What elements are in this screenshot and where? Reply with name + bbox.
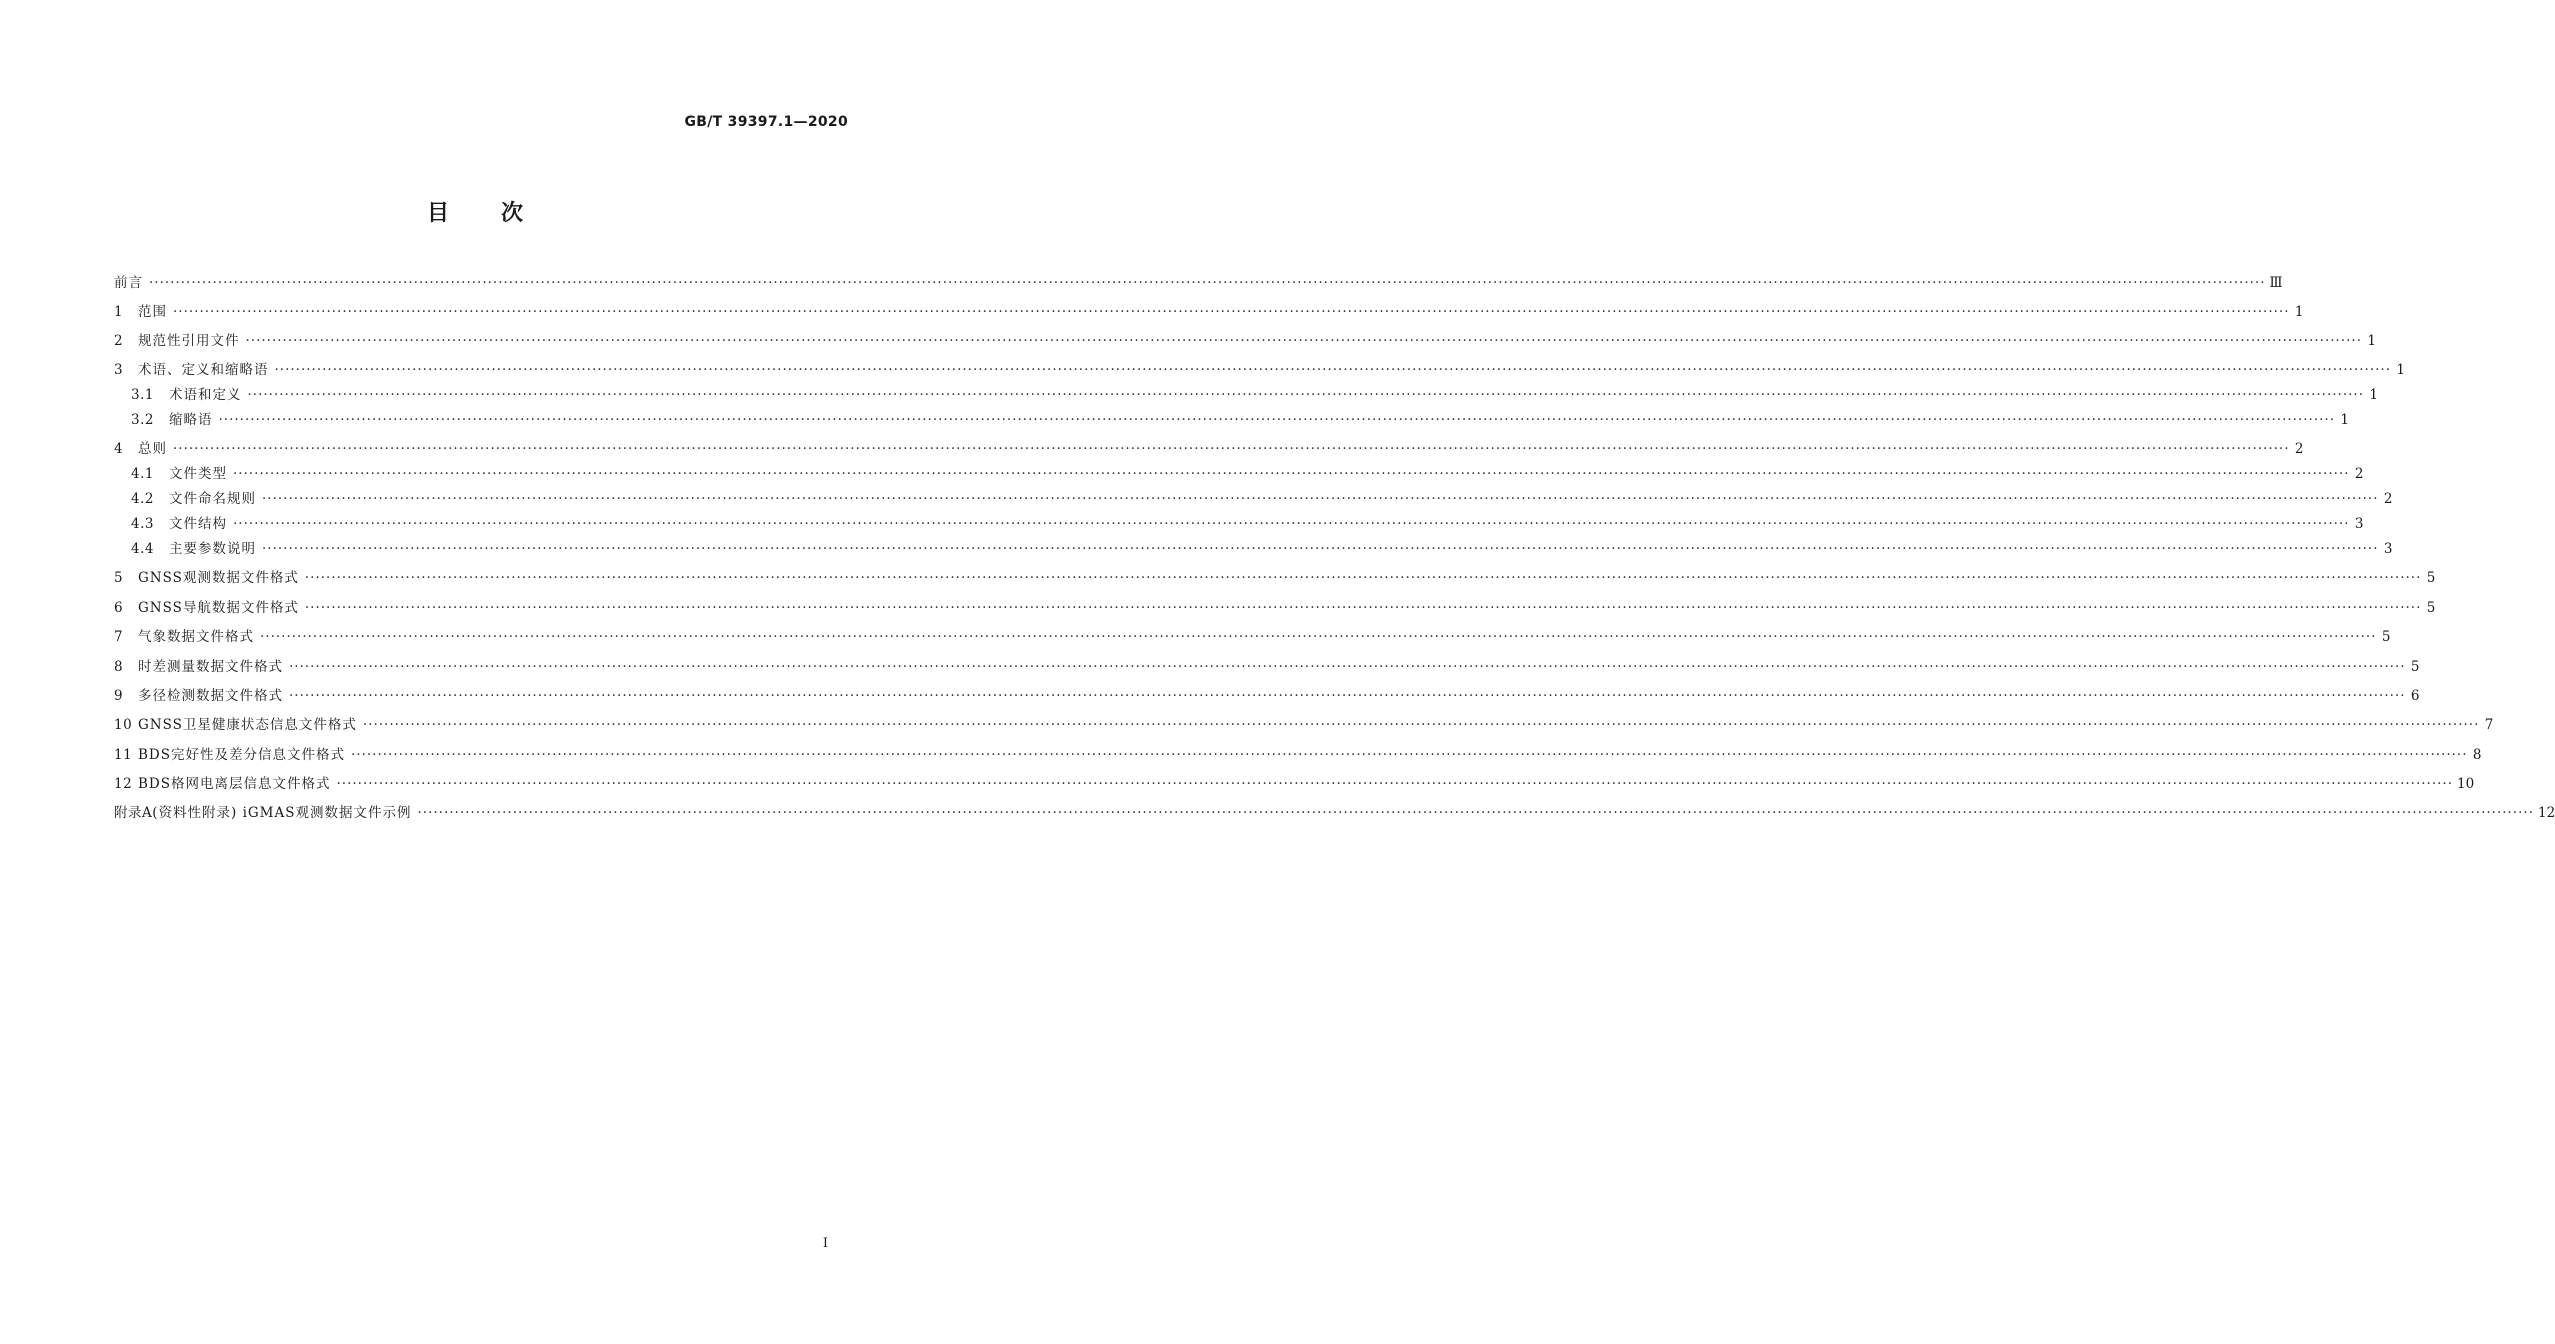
toc-entry[interactable] — [114, 487, 2393, 511]
toc-entry-text: 主要参数说明 — [169, 541, 256, 557]
toc-entry-label — [114, 772, 337, 796]
toc-entry-label — [114, 566, 305, 590]
toc-leader-dots: ················································································································································································································································································································································································································ — [336, 776, 2454, 792]
toc-entry[interactable] — [114, 358, 2406, 382]
toc-entry-number: 4 — [114, 441, 124, 457]
toc-leader-dots: ················································································································································································································································································································································································································ — [233, 466, 2350, 482]
toc-entry[interactable] — [114, 462, 2364, 486]
toc-entry[interactable] — [114, 566, 2436, 590]
toc-page-number: 1 — [2294, 304, 2304, 320]
toc-page-number: 2 — [2354, 466, 2364, 482]
toc-entry[interactable] — [114, 537, 2393, 561]
toc-entry-label — [114, 684, 289, 708]
toc-page-number: 1 — [2369, 387, 2379, 403]
toc-entry-number: 5 — [114, 570, 124, 586]
toc-entry-label — [114, 462, 233, 486]
toc-leader-dots: ················································································································································································································································································································································································································ — [289, 659, 2406, 675]
toc-entry-label — [114, 329, 246, 353]
toc-entry[interactable] — [114, 300, 2304, 324]
toc-page-number: 5 — [2426, 570, 2436, 586]
toc-entry-text: 前言 — [114, 275, 143, 291]
toc-entry-number: 11 — [114, 747, 133, 763]
toc-leader-dots: ················································································································································································································································································································································································································ — [260, 629, 2377, 645]
toc-leader-dots: ················································································································································································································································································································································································································ — [351, 747, 2468, 763]
toc-entry-number: 4.4 — [131, 541, 154, 557]
toc-entry-label — [114, 743, 351, 767]
toc-entry[interactable] — [114, 271, 2283, 295]
toc-entry-number: 3 — [114, 362, 124, 378]
toc-entry-number: 附录A — [114, 805, 153, 821]
toc-entry-text: 规范性引用文件 — [138, 333, 240, 349]
toc-entry-text: 多径检测数据文件格式 — [138, 688, 283, 704]
toc-page-number: 2 — [2294, 441, 2304, 457]
toc-page-number: 5 — [2381, 629, 2391, 645]
toc-entry-text: 总则 — [138, 441, 167, 457]
toc-page-number: 1 — [2396, 362, 2406, 378]
page-number: I — [822, 1236, 828, 1251]
toc-leader-dots: ················································································································································································································································································································································································································ — [362, 717, 2480, 733]
toc-page-number: 10 — [2457, 776, 2475, 792]
toc-entry[interactable] — [114, 596, 2436, 620]
toc-entry-text: 时差测量数据文件格式 — [138, 659, 283, 675]
toc-entry[interactable] — [114, 437, 2304, 461]
toc-page-number: Ⅲ — [2269, 275, 2283, 291]
toc-entry-text: 文件结构 — [169, 516, 227, 532]
toc-entry-label — [114, 625, 260, 649]
toc-entry[interactable] — [114, 713, 2494, 737]
toc-entry-text: 文件类型 — [169, 466, 227, 482]
toc-page-number: 5 — [2410, 659, 2420, 675]
toc-entry-label — [114, 537, 262, 561]
toc-entry-number: 7 — [114, 629, 124, 645]
toc-entry-text: GNSS导航数据文件格式 — [138, 600, 299, 616]
toc-leader-dots: ················································································································································································································································································································································································································ — [245, 333, 2363, 349]
toc-page-number: 12 — [2538, 805, 2555, 821]
toc-leader-dots: ················································································································································································································································································································································································································ — [274, 362, 2392, 378]
toc-entry-number: 3.1 — [131, 387, 154, 403]
toc-leader-dots: ················································································································································································································································································································································································································ — [262, 491, 2379, 507]
toc-entry[interactable] — [114, 383, 2379, 407]
toc-entry-number: 8 — [114, 659, 124, 675]
toc-entry-label — [114, 300, 173, 324]
toc-page-number: 3 — [2383, 541, 2393, 557]
toc-page-number: 5 — [2426, 600, 2436, 616]
toc-entry-label — [114, 512, 233, 536]
toc-entry-label — [114, 596, 305, 620]
toc-entry[interactable] — [114, 512, 2364, 536]
toc-leader-dots: ················································································································································································································································································································································································································ — [173, 304, 2290, 320]
toc-page-number: 6 — [2410, 688, 2420, 704]
toc-entry-label — [114, 801, 418, 825]
toc-entry-label — [114, 655, 289, 679]
toc-entry[interactable] — [114, 684, 2420, 708]
toc-entry-text: 术语、定义和缩略语 — [138, 362, 269, 378]
toc-leader-dots: ················································································································································································································································································································································································································ — [218, 412, 2336, 428]
toc-entry-number: 4.3 — [131, 516, 154, 532]
toc-entry-text: 术语和定义 — [169, 387, 242, 403]
toc-entry[interactable] — [114, 801, 2555, 825]
toc-leader-dots: ················································································································································································································································································································································································································ — [233, 516, 2350, 532]
toc-leader-dots: ················································································································································································································································································································································································································ — [173, 441, 2290, 457]
toc-entry-label — [114, 713, 363, 737]
toc-entry-text: 气象数据文件格式 — [138, 629, 254, 645]
toc-page-number: 3 — [2354, 516, 2364, 532]
toc-page-number: 8 — [2472, 747, 2482, 763]
toc-entry-number: 2 — [114, 333, 124, 349]
toc-entry-number: 9 — [114, 688, 124, 704]
toc-entry-text: BDS格网电离层信息文件格式 — [138, 776, 331, 792]
toc-entry[interactable] — [114, 772, 2475, 796]
toc-leader-dots: ················································································································································································································································································································································································································ — [289, 688, 2406, 704]
toc-entry-number: 4.2 — [131, 491, 154, 507]
toc-leader-dots: ················································································································································································································································································································································································································ — [304, 600, 2422, 616]
toc-entry-label — [114, 437, 173, 461]
toc-leader-dots: ················································································································································································································································································································································································································ — [262, 541, 2379, 557]
toc-entry-text: (资料性附录) iGMAS观测数据文件示例 — [152, 805, 412, 821]
toc-entry-label — [114, 358, 275, 382]
toc-entry-label — [114, 383, 248, 407]
toc-entry-number: 12 — [114, 776, 133, 792]
toc-entry-number: 3.2 — [131, 412, 154, 428]
toc-entry-text: 文件命名规则 — [169, 491, 256, 507]
toc-entry-label — [114, 487, 262, 511]
toc-entry-number: 1 — [114, 304, 124, 320]
toc-page-number: 7 — [2484, 717, 2494, 733]
toc-leader-dots: ················································································································································································································································································································································································································ — [304, 570, 2422, 586]
toc-entry-label — [114, 271, 149, 295]
toc-page-number: 2 — [2383, 491, 2393, 507]
toc-page-number: 1 — [2340, 412, 2350, 428]
toc-entry[interactable] — [114, 625, 2391, 649]
toc-entry-text: 缩略语 — [169, 412, 213, 428]
toc-entry-number: 4.1 — [131, 466, 154, 482]
toc-entry[interactable] — [114, 329, 2377, 353]
toc-page-number: 1 — [2367, 333, 2377, 349]
standard-number: GB/T 39397.1—2020 — [684, 114, 848, 130]
toc-leader-dots: ················································································································································································································································································································································································································ — [417, 805, 2535, 821]
toc-entry-text: BDS完好性及差分信息文件格式 — [138, 747, 345, 763]
page-title: 目次 — [426, 201, 575, 226]
toc-entry[interactable] — [114, 743, 2482, 767]
toc-entry-text: 范围 — [138, 304, 167, 320]
toc-entry-number: 10 — [114, 717, 133, 733]
toc-entry-text: GNSS观测数据文件格式 — [138, 570, 299, 586]
toc-entry[interactable] — [114, 655, 2420, 679]
toc-entry-label — [114, 408, 219, 432]
toc-entry[interactable] — [114, 408, 2350, 432]
toc-entry-text: GNSS卫星健康状态信息文件格式 — [138, 717, 357, 733]
toc-leader-dots: ················································································································································································································································································································································································································ — [149, 275, 2266, 291]
toc-entry-number: 6 — [114, 600, 124, 616]
toc-leader-dots: ················································································································································································································································································································································································································ — [247, 387, 2365, 403]
